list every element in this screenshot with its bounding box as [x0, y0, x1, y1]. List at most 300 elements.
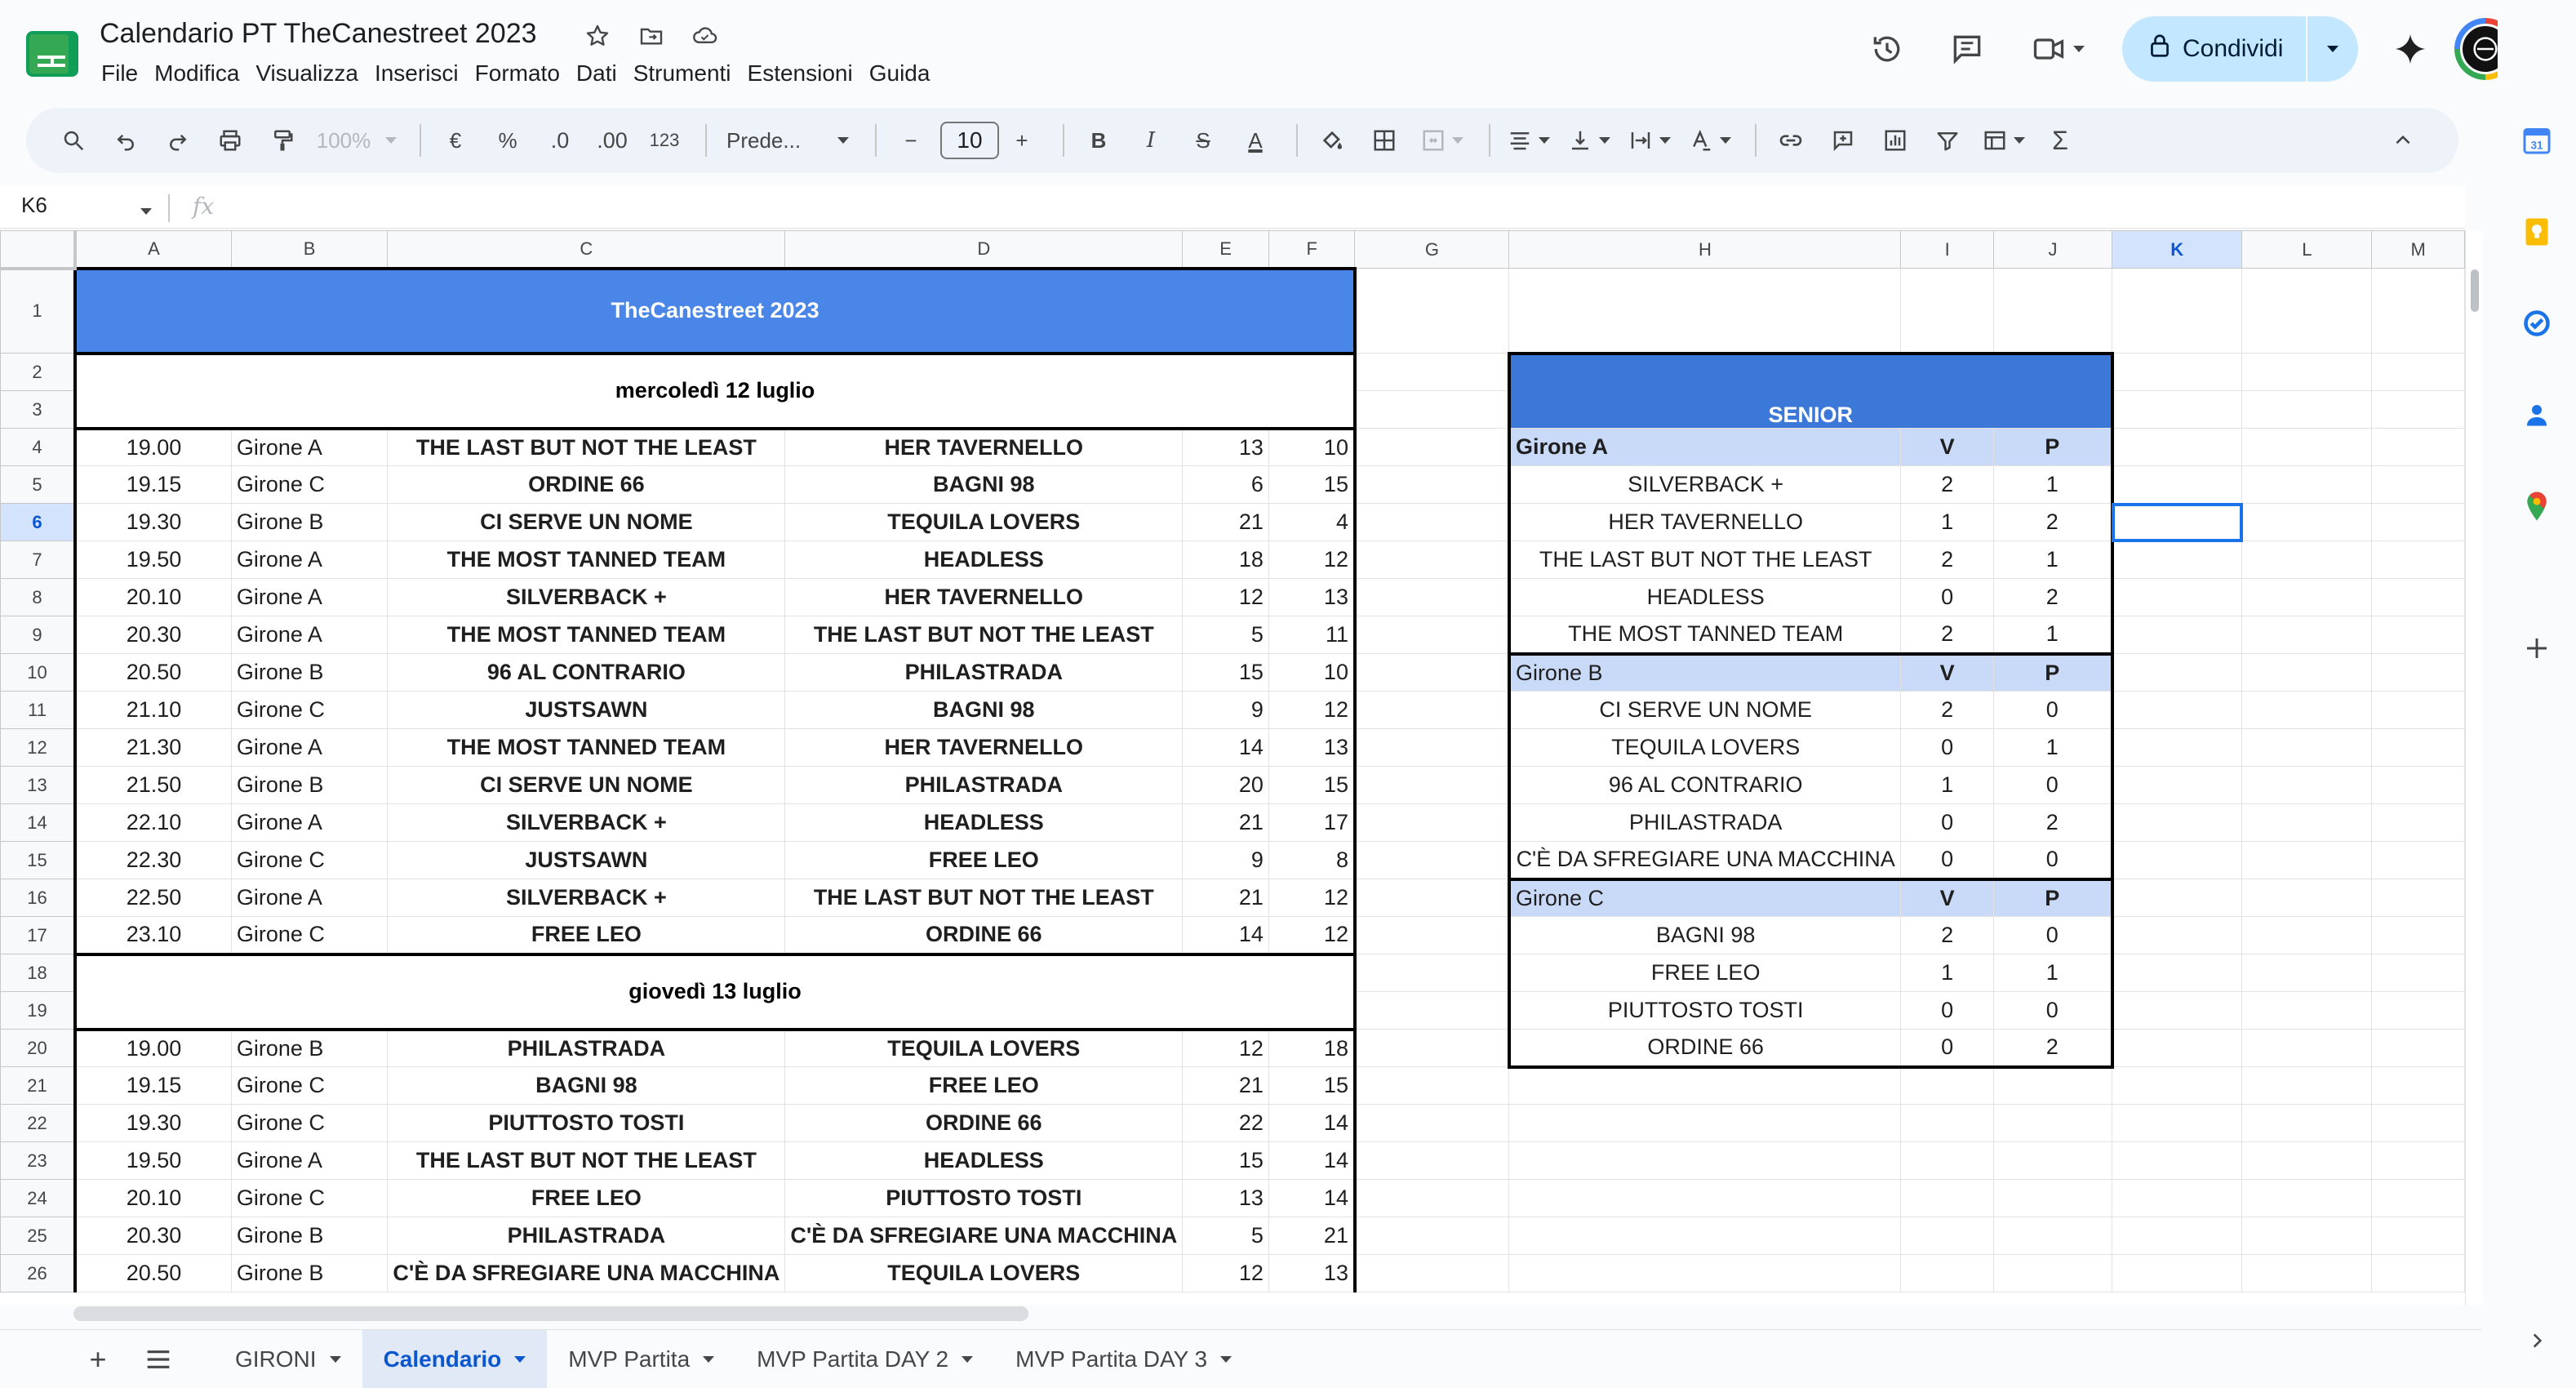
- cell-k[interactable]: [2112, 269, 2242, 354]
- paint-format-icon[interactable]: [260, 118, 305, 163]
- cell-g[interactable]: [1355, 1217, 1509, 1255]
- match-away-score-cell[interactable]: 12: [1268, 879, 1355, 917]
- match-group-cell[interactable]: Girone A: [231, 804, 388, 842]
- match-away-score-cell[interactable]: 15: [1268, 466, 1355, 504]
- cell-l[interactable]: [2242, 804, 2372, 842]
- standing-losses-cell[interactable]: 0: [1993, 692, 2112, 729]
- zoom-select[interactable]: [312, 118, 402, 163]
- row-header-24[interactable]: 24: [1, 1180, 76, 1217]
- cell-k[interactable]: [2112, 1217, 2242, 1255]
- wins-header-cell[interactable]: V: [1901, 879, 1993, 917]
- standing-losses-cell[interactable]: 1: [1993, 616, 2112, 654]
- cell-m[interactable]: [2372, 879, 2465, 917]
- cell-k[interactable]: [2112, 654, 2242, 692]
- match-home-team-cell[interactable]: 96 AL CONTRARIO: [388, 654, 785, 692]
- menu-guida[interactable]: Guida: [868, 60, 930, 86]
- cell-l[interactable]: [2242, 1180, 2372, 1217]
- share-button[interactable]: [2122, 16, 2306, 82]
- chevron-down-icon[interactable]: [330, 1356, 341, 1363]
- match-time-cell[interactable]: 20.10: [75, 1180, 231, 1217]
- column-header-h[interactable]: H: [1509, 231, 1901, 269]
- cell-k[interactable]: [2112, 992, 2242, 1030]
- cell-m[interactable]: [2372, 429, 2465, 466]
- keep-icon[interactable]: [2519, 214, 2555, 250]
- vertical-scrollbar-thumb[interactable]: [2471, 269, 2479, 312]
- print-icon[interactable]: [207, 118, 253, 163]
- match-away-score-cell[interactable]: 14: [1268, 1142, 1355, 1180]
- row-header-3[interactable]: 3: [1, 391, 76, 429]
- match-time-cell[interactable]: 20.50: [75, 1255, 231, 1292]
- column-header-b[interactable]: B: [231, 231, 388, 269]
- cell-g[interactable]: [1355, 692, 1509, 729]
- cell-g[interactable]: [1355, 1105, 1509, 1142]
- match-away-score-cell[interactable]: 8: [1268, 842, 1355, 879]
- cell-k[interactable]: [2112, 879, 2242, 917]
- cell-k[interactable]: [2112, 1255, 2242, 1292]
- match-away-score-cell[interactable]: 10: [1268, 654, 1355, 692]
- cell-g[interactable]: [1355, 729, 1509, 767]
- font-size-increase-button[interactable]: [999, 118, 1045, 163]
- standing-losses-cell[interactable]: 2: [1993, 804, 2112, 842]
- standing-team-cell[interactable]: THE MOST TANNED TEAM: [1509, 616, 1901, 654]
- search-menus-icon[interactable]: [51, 118, 96, 163]
- column-header-e[interactable]: E: [1183, 231, 1269, 269]
- cell-g[interactable]: [1355, 1142, 1509, 1180]
- cell-k[interactable]: [2112, 729, 2242, 767]
- match-away-score-cell[interactable]: 15: [1268, 767, 1355, 804]
- percent-format-button[interactable]: [485, 118, 531, 163]
- menu-dati[interactable]: Dati: [575, 60, 617, 86]
- row-header-18[interactable]: 18: [1, 954, 76, 992]
- cell-l[interactable]: [2242, 1255, 2372, 1292]
- match-home-team-cell[interactable]: PIUTTOSTO TOSTI: [388, 1105, 785, 1142]
- borders-icon[interactable]: [1361, 118, 1407, 163]
- match-away-score-cell[interactable]: 13: [1268, 1255, 1355, 1292]
- comment-icon[interactable]: [1941, 23, 1993, 75]
- column-header-c[interactable]: C: [388, 231, 785, 269]
- cell-i[interactable]: [1901, 269, 1993, 354]
- cell-m[interactable]: [2372, 954, 2465, 992]
- match-home-score-cell[interactable]: 12: [1183, 1255, 1269, 1292]
- losses-header-cell[interactable]: P: [1993, 879, 2112, 917]
- standing-losses-cell[interactable]: 0: [1993, 842, 2112, 879]
- cell-j[interactable]: [1993, 1180, 2112, 1217]
- standing-team-cell[interactable]: 96 AL CONTRARIO: [1509, 767, 1901, 804]
- cell-j[interactable]: [1993, 1255, 2112, 1292]
- cell-i[interactable]: [1901, 1067, 1993, 1105]
- cell-l[interactable]: [2242, 917, 2372, 954]
- cell-g[interactable]: [1355, 616, 1509, 654]
- spreadsheet-grid[interactable]: [0, 230, 2465, 1305]
- cell-l[interactable]: [2242, 429, 2372, 466]
- row-header-4[interactable]: 4: [1, 429, 76, 466]
- increase-decimal-button[interactable]: [589, 118, 635, 163]
- cell-g[interactable]: [1355, 917, 1509, 954]
- cell-l[interactable]: [2242, 954, 2372, 992]
- match-home-team-cell[interactable]: THE LAST BUT NOT THE LEAST: [388, 429, 785, 466]
- match-home-team-cell[interactable]: CI SERVE UN NOME: [388, 767, 785, 804]
- sheet-tab-gironi[interactable]: [214, 1330, 362, 1388]
- match-group-cell[interactable]: Girone A: [231, 541, 388, 579]
- match-away-team-cell[interactable]: HER TAVERNELLO: [785, 429, 1183, 466]
- match-home-team-cell[interactable]: BAGNI 98: [388, 1067, 785, 1105]
- match-home-team-cell[interactable]: FREE LEO: [388, 1180, 785, 1217]
- cell-h[interactable]: [1509, 1067, 1901, 1105]
- match-group-cell[interactable]: Girone A: [231, 1142, 388, 1180]
- font-family-select[interactable]: [718, 118, 857, 163]
- row-header-11[interactable]: 11: [1, 692, 76, 729]
- match-away-team-cell[interactable]: TEQUILA LOVERS: [785, 1255, 1183, 1292]
- cell-g[interactable]: [1355, 504, 1509, 541]
- cell-l[interactable]: [2242, 767, 2372, 804]
- name-box[interactable]: K6: [21, 193, 47, 217]
- text-color-button[interactable]: [1232, 118, 1278, 163]
- cell-m[interactable]: [2372, 1217, 2465, 1255]
- cell-j[interactable]: [1993, 1105, 2112, 1142]
- match-group-cell[interactable]: Girone C: [231, 842, 388, 879]
- cell-m[interactable]: [2372, 1030, 2465, 1067]
- match-away-score-cell[interactable]: 13: [1268, 579, 1355, 616]
- match-away-score-cell[interactable]: 10: [1268, 429, 1355, 466]
- standing-wins-cell[interactable]: 2: [1901, 466, 1993, 504]
- cell-l[interactable]: [2242, 1217, 2372, 1255]
- cell-h[interactable]: [1509, 1255, 1901, 1292]
- cell-l[interactable]: [2242, 1067, 2372, 1105]
- match-home-team-cell[interactable]: JUSTSAWN: [388, 692, 785, 729]
- cell-g[interactable]: [1355, 1255, 1509, 1292]
- match-group-cell[interactable]: Girone C: [231, 692, 388, 729]
- cell-m[interactable]: [2372, 466, 2465, 504]
- cell-j[interactable]: [1993, 1142, 2112, 1180]
- standing-team-cell[interactable]: THE LAST BUT NOT THE LEAST: [1509, 541, 1901, 579]
- standing-losses-cell[interactable]: 1: [1993, 729, 2112, 767]
- video-call-icon[interactable]: [2021, 23, 2094, 75]
- match-group-cell[interactable]: Girone C: [231, 1105, 388, 1142]
- cell-l[interactable]: [2242, 842, 2372, 879]
- cell-m[interactable]: [2372, 692, 2465, 729]
- cell-table[interactable]: [0, 230, 2465, 1292]
- cell-i[interactable]: [1901, 1105, 1993, 1142]
- cell-k[interactable]: [2112, 354, 2242, 391]
- group-name-cell[interactable]: Girone C: [1509, 879, 1901, 917]
- cell-l[interactable]: [2242, 541, 2372, 579]
- row-header-15[interactable]: 15: [1, 842, 76, 879]
- sheet-tab-calendario[interactable]: [362, 1330, 548, 1388]
- cell-k[interactable]: [2112, 842, 2242, 879]
- row-header-8[interactable]: 8: [1, 579, 76, 616]
- standing-wins-cell[interactable]: 1: [1901, 767, 1993, 804]
- losses-header-cell[interactable]: P: [1993, 429, 2112, 466]
- match-group-cell[interactable]: Girone C: [231, 1067, 388, 1105]
- match-time-cell[interactable]: 19.50: [75, 1142, 231, 1180]
- cell-k[interactable]: [2112, 1030, 2242, 1067]
- standing-losses-cell[interactable]: 0: [1993, 992, 2112, 1030]
- bold-button[interactable]: [1076, 118, 1121, 163]
- cell-i[interactable]: [1901, 1255, 1993, 1292]
- insert-link-icon[interactable]: [1768, 118, 1814, 163]
- match-time-cell[interactable]: 19.00: [75, 429, 231, 466]
- match-group-cell[interactable]: Girone B: [231, 654, 388, 692]
- maps-icon[interactable]: [2519, 488, 2555, 524]
- standing-team-cell[interactable]: ORDINE 66: [1509, 1030, 1901, 1067]
- cell-k[interactable]: [2112, 429, 2242, 466]
- cell-l[interactable]: [2242, 692, 2372, 729]
- row-header-7[interactable]: 7: [1, 541, 76, 579]
- cell-l[interactable]: [2242, 992, 2372, 1030]
- history-icon[interactable]: [1861, 23, 1913, 75]
- cell-l[interactable]: [2242, 504, 2372, 541]
- decrease-decimal-button[interactable]: [537, 118, 583, 163]
- wins-header-cell[interactable]: V: [1901, 429, 1993, 466]
- day-header-cell[interactable]: mercoledì 12 luglio: [75, 354, 1355, 429]
- column-header-l[interactable]: L: [2242, 231, 2372, 269]
- match-time-cell[interactable]: 20.50: [75, 654, 231, 692]
- sheet-tab-mvp-partita-day-2[interactable]: [735, 1330, 994, 1388]
- standing-wins-cell[interactable]: 0: [1901, 842, 1993, 879]
- row-header-26[interactable]: 26: [1, 1255, 76, 1292]
- match-away-team-cell[interactable]: C'È DA SFREGIARE UNA MACCHINA: [785, 1217, 1183, 1255]
- font-size-input[interactable]: 10: [940, 122, 999, 159]
- standing-wins-cell[interactable]: 1: [1901, 504, 1993, 541]
- match-away-team-cell[interactable]: TEQUILA LOVERS: [785, 1030, 1183, 1067]
- cell-k[interactable]: [2112, 917, 2242, 954]
- row-header-16[interactable]: 16: [1, 879, 76, 917]
- add-sheet-icon[interactable]: +: [89, 1341, 107, 1376]
- select-all-corner[interactable]: [1, 231, 76, 269]
- match-time-cell[interactable]: 20.30: [75, 616, 231, 654]
- standing-wins-cell[interactable]: 0: [1901, 579, 1993, 616]
- cloud-status-icon[interactable]: [689, 20, 722, 52]
- calendar-icon[interactable]: [2519, 122, 2555, 158]
- name-box-dropdown-icon[interactable]: [140, 204, 152, 219]
- text-wrap-icon[interactable]: [1623, 118, 1677, 163]
- collapse-toolbar-icon[interactable]: [2380, 118, 2426, 163]
- match-away-team-cell[interactable]: TEQUILA LOVERS: [785, 504, 1183, 541]
- cell-m[interactable]: [2372, 842, 2465, 879]
- standing-team-cell[interactable]: BAGNI 98: [1509, 917, 1901, 954]
- match-group-cell[interactable]: Girone B: [231, 504, 388, 541]
- match-group-cell[interactable]: Girone A: [231, 429, 388, 466]
- match-home-team-cell[interactable]: ORDINE 66: [388, 466, 785, 504]
- match-time-cell[interactable]: 19.30: [75, 504, 231, 541]
- cell-i[interactable]: [1901, 1142, 1993, 1180]
- cell-l[interactable]: [2242, 466, 2372, 504]
- match-group-cell[interactable]: Girone A: [231, 729, 388, 767]
- sheet-title-cell[interactable]: TheCanestreet 2023: [75, 269, 1355, 354]
- match-home-score-cell[interactable]: 5: [1183, 1217, 1269, 1255]
- cell-l[interactable]: [2242, 729, 2372, 767]
- column-header-k[interactable]: K: [2112, 231, 2242, 269]
- match-home-score-cell[interactable]: 9: [1183, 842, 1269, 879]
- cell-k[interactable]: [2112, 1142, 2242, 1180]
- match-home-score-cell[interactable]: 21: [1183, 504, 1269, 541]
- standing-wins-cell[interactable]: 1: [1901, 954, 1993, 992]
- match-time-cell[interactable]: 21.10: [75, 692, 231, 729]
- match-home-team-cell[interactable]: PHILASTRADA: [388, 1217, 785, 1255]
- chevron-down-icon[interactable]: [1220, 1356, 1232, 1363]
- match-group-cell[interactable]: Girone A: [231, 879, 388, 917]
- chevron-down-icon[interactable]: [703, 1356, 714, 1363]
- cell-g[interactable]: [1355, 879, 1509, 917]
- sheets-logo-icon[interactable]: [26, 31, 78, 77]
- cell-l[interactable]: [2242, 879, 2372, 917]
- match-home-score-cell[interactable]: 22: [1183, 1105, 1269, 1142]
- match-home-score-cell[interactable]: 15: [1183, 654, 1269, 692]
- cell-j[interactable]: [1993, 1067, 2112, 1105]
- cell-i[interactable]: [1901, 1217, 1993, 1255]
- match-home-team-cell[interactable]: FREE LEO: [388, 917, 785, 954]
- match-away-score-cell[interactable]: 17: [1268, 804, 1355, 842]
- match-home-score-cell[interactable]: 13: [1183, 429, 1269, 466]
- standing-team-cell[interactable]: CI SERVE UN NOME: [1509, 692, 1901, 729]
- match-away-team-cell[interactable]: PHILASTRADA: [785, 654, 1183, 692]
- group-name-cell[interactable]: Girone B: [1509, 654, 1901, 692]
- match-group-cell[interactable]: Girone C: [231, 1180, 388, 1217]
- functions-button[interactable]: [2037, 118, 2083, 163]
- cell-m[interactable]: [2372, 269, 2465, 354]
- filter-icon[interactable]: [1925, 118, 1970, 163]
- cell-k[interactable]: [2112, 466, 2242, 504]
- cell-g[interactable]: [1355, 1030, 1509, 1067]
- document-title[interactable]: Calendario PT TheCanestreet 2023: [100, 18, 537, 49]
- match-group-cell[interactable]: Girone B: [231, 1217, 388, 1255]
- cell-m[interactable]: [2372, 729, 2465, 767]
- column-header-d[interactable]: D: [785, 231, 1183, 269]
- match-home-team-cell[interactable]: SILVERBACK +: [388, 579, 785, 616]
- italic-button[interactable]: [1128, 118, 1174, 163]
- standing-losses-cell[interactable]: 2: [1993, 504, 2112, 541]
- match-time-cell[interactable]: 22.50: [75, 879, 231, 917]
- cell-g[interactable]: [1355, 579, 1509, 616]
- cell-m[interactable]: [2372, 654, 2465, 692]
- cell-h[interactable]: [1509, 1217, 1901, 1255]
- row-header-10[interactable]: 10: [1, 654, 76, 692]
- horizontal-align-icon[interactable]: [1502, 118, 1556, 163]
- cell-l[interactable]: [2242, 616, 2372, 654]
- standing-losses-cell[interactable]: 2: [1993, 579, 2112, 616]
- match-home-team-cell[interactable]: CI SERVE UN NOME: [388, 504, 785, 541]
- standing-losses-cell[interactable]: 1: [1993, 954, 2112, 992]
- font-size-decrease-button[interactable]: [888, 118, 934, 163]
- standing-wins-cell[interactable]: 2: [1901, 541, 1993, 579]
- match-away-score-cell[interactable]: 21: [1268, 1217, 1355, 1255]
- row-header-13[interactable]: 13: [1, 767, 76, 804]
- menu-formato[interactable]: Formato: [474, 60, 560, 86]
- cell-m[interactable]: [2372, 391, 2465, 429]
- match-away-team-cell[interactable]: ORDINE 66: [785, 917, 1183, 954]
- cell-m[interactable]: [2372, 579, 2465, 616]
- cell-h[interactable]: [1509, 1105, 1901, 1142]
- wins-header-cell[interactable]: V: [1901, 654, 1993, 692]
- cell-k[interactable]: [2112, 804, 2242, 842]
- row-header-23[interactable]: 23: [1, 1142, 76, 1180]
- all-sheets-icon[interactable]: [135, 1337, 181, 1382]
- cell-m[interactable]: [2372, 804, 2465, 842]
- match-time-cell[interactable]: 20.30: [75, 1217, 231, 1255]
- fill-color-icon[interactable]: [1309, 118, 1355, 163]
- row-header-9[interactable]: 9: [1, 616, 76, 654]
- standing-team-cell[interactable]: FREE LEO: [1509, 954, 1901, 992]
- cell-g[interactable]: [1355, 767, 1509, 804]
- standing-team-cell[interactable]: TEQUILA LOVERS: [1509, 729, 1901, 767]
- row-header-14[interactable]: 14: [1, 804, 76, 842]
- match-home-team-cell[interactable]: THE MOST TANNED TEAM: [388, 616, 785, 654]
- match-time-cell[interactable]: 22.10: [75, 804, 231, 842]
- column-header-g[interactable]: G: [1355, 231, 1509, 269]
- chevron-down-icon[interactable]: [962, 1356, 973, 1363]
- standing-team-cell[interactable]: C'È DA SFREGIARE UNA MACCHINA: [1509, 842, 1901, 879]
- star-icon[interactable]: [581, 20, 614, 52]
- senior-title-cell[interactable]: SENIOR: [1509, 354, 2112, 429]
- match-group-cell[interactable]: Girone A: [231, 616, 388, 654]
- menu-strumenti[interactable]: Strumenti: [633, 60, 731, 86]
- sheet-tab-mvp-partita[interactable]: [547, 1330, 735, 1388]
- match-group-cell[interactable]: Girone B: [231, 767, 388, 804]
- cell-k[interactable]: [2112, 954, 2242, 992]
- match-away-score-cell[interactable]: 13: [1268, 729, 1355, 767]
- cell-m[interactable]: [2372, 1067, 2465, 1105]
- match-home-team-cell[interactable]: C'È DA SFREGIARE UNA MACCHINA: [388, 1255, 785, 1292]
- match-home-score-cell[interactable]: 12: [1183, 579, 1269, 616]
- column-header-m[interactable]: M: [2372, 231, 2465, 269]
- match-away-team-cell[interactable]: PHILASTRADA: [785, 767, 1183, 804]
- match-time-cell[interactable]: 20.10: [75, 579, 231, 616]
- cell-g[interactable]: [1355, 354, 1509, 391]
- match-home-score-cell[interactable]: 18: [1183, 541, 1269, 579]
- match-away-score-cell[interactable]: 14: [1268, 1180, 1355, 1217]
- match-home-team-cell[interactable]: PHILASTRADA: [388, 1030, 785, 1067]
- column-header-j[interactable]: J: [1993, 231, 2112, 269]
- standing-team-cell[interactable]: PHILASTRADA: [1509, 804, 1901, 842]
- menu-file[interactable]: File: [101, 60, 139, 86]
- cell-l[interactable]: [2242, 269, 2372, 354]
- row-header-5[interactable]: 5: [1, 466, 76, 504]
- match-home-score-cell[interactable]: 15: [1183, 1142, 1269, 1180]
- standing-losses-cell[interactable]: 0: [1993, 767, 2112, 804]
- match-home-score-cell[interactable]: 5: [1183, 616, 1269, 654]
- gemini-icon[interactable]: [2386, 24, 2435, 73]
- match-away-team-cell[interactable]: FREE LEO: [785, 1067, 1183, 1105]
- standing-losses-cell[interactable]: 0: [1993, 917, 2112, 954]
- match-away-team-cell[interactable]: THE LAST BUT NOT THE LEAST: [785, 616, 1183, 654]
- column-header-f[interactable]: F: [1268, 231, 1355, 269]
- day-header-cell[interactable]: giovedì 13 luglio: [75, 954, 1355, 1030]
- standing-losses-cell[interactable]: 1: [1993, 466, 2112, 504]
- menu-estensioni[interactable]: Estensioni: [747, 60, 853, 86]
- standing-wins-cell[interactable]: 2: [1901, 616, 1993, 654]
- match-home-score-cell[interactable]: 6: [1183, 466, 1269, 504]
- cell-m[interactable]: [2372, 1142, 2465, 1180]
- standing-wins-cell[interactable]: 2: [1901, 692, 1993, 729]
- text-rotation-icon[interactable]: [1683, 118, 1737, 163]
- match-home-team-cell[interactable]: THE MOST TANNED TEAM: [388, 729, 785, 767]
- cell-h[interactable]: [1509, 1142, 1901, 1180]
- insert-chart-icon[interactable]: [1872, 118, 1918, 163]
- standing-team-cell[interactable]: HER TAVERNELLO: [1509, 504, 1901, 541]
- match-away-team-cell[interactable]: HER TAVERNELLO: [785, 579, 1183, 616]
- share-dropdown-button[interactable]: [2307, 16, 2358, 82]
- cell-j[interactable]: [1993, 1217, 2112, 1255]
- match-home-score-cell[interactable]: 12: [1183, 1030, 1269, 1067]
- cell-k[interactable]: [2112, 1067, 2242, 1105]
- vertical-scrollbar[interactable]: [2465, 230, 2483, 1305]
- match-home-score-cell[interactable]: 13: [1183, 1180, 1269, 1217]
- match-home-score-cell[interactable]: 14: [1183, 917, 1269, 954]
- standing-wins-cell[interactable]: 2: [1901, 917, 1993, 954]
- cell-l[interactable]: [2242, 654, 2372, 692]
- cell-k[interactable]: [2112, 579, 2242, 616]
- cell-j[interactable]: [1993, 269, 2112, 354]
